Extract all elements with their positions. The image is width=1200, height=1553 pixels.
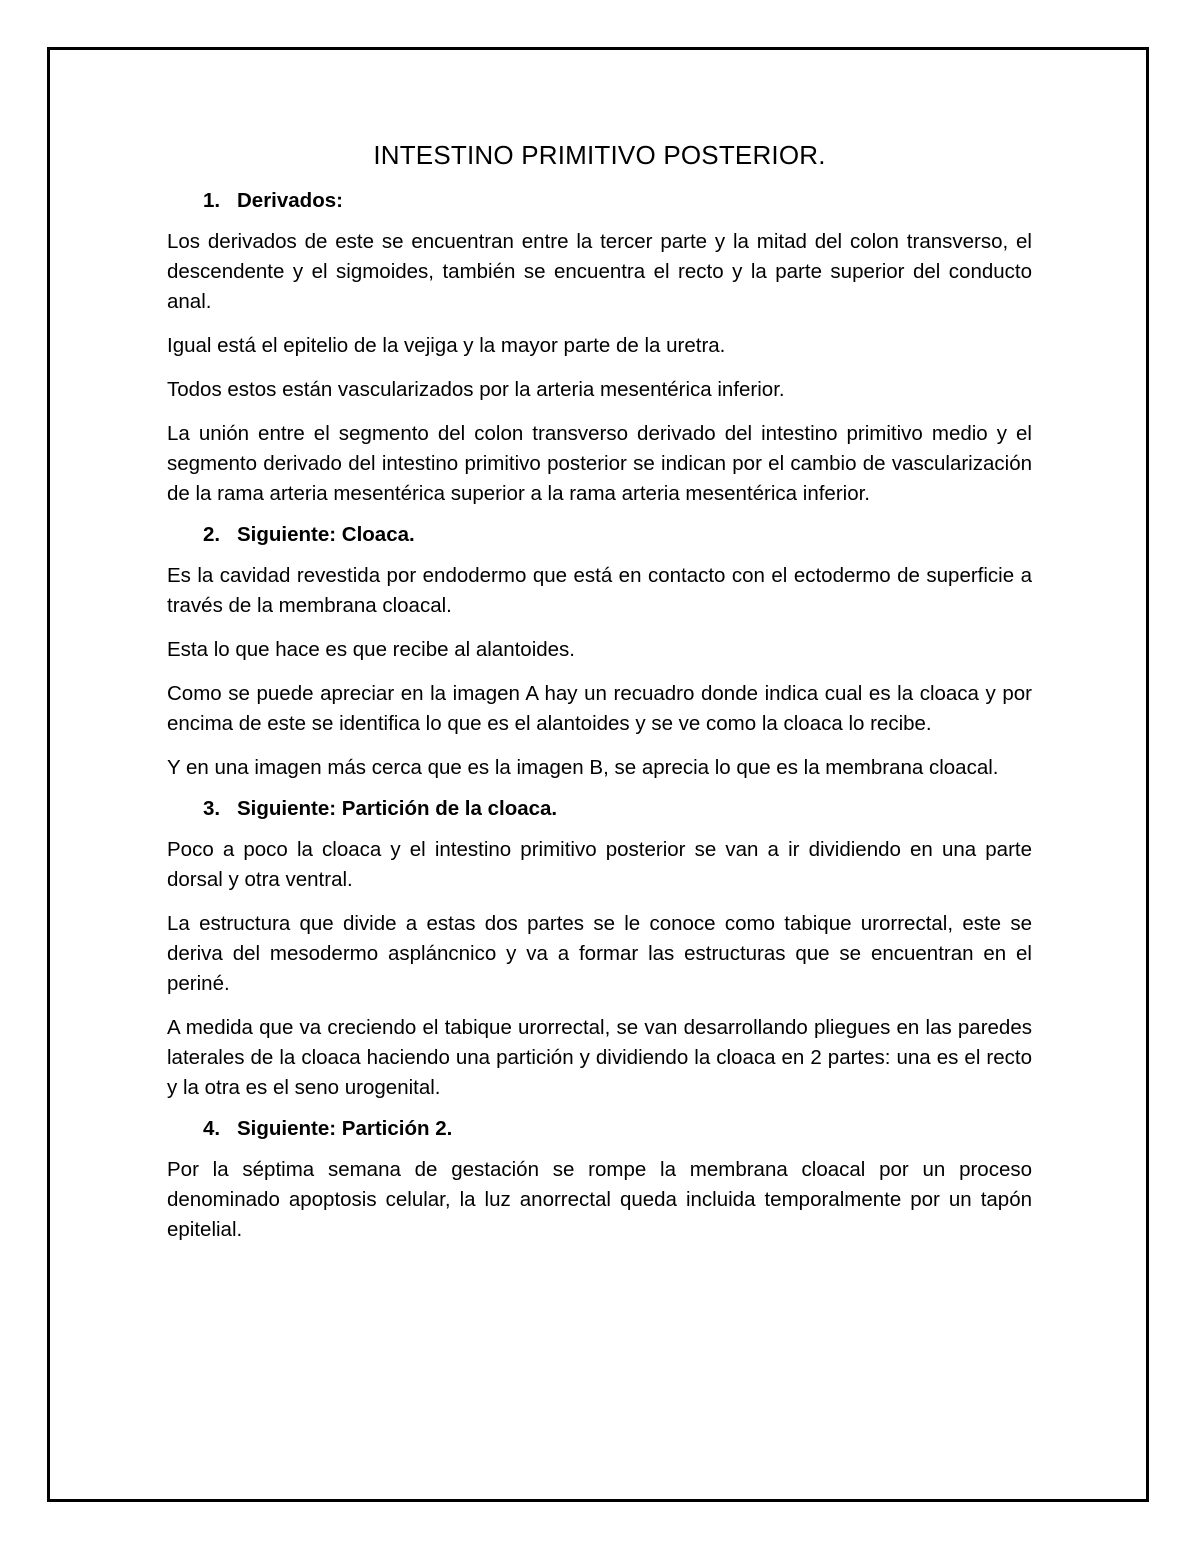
paragraph: Por la séptima semana de gestación se rompe la membrana cloacal por un proceso denominado apoptosis celular, la luz anorrectal queda incluida temporalmente por un tapón epitelial.: [167, 1158, 1032, 1241]
document-body: [167, 140, 1032, 1259]
paragraph: Y en una imagen más cerca que es la imagen B, se aprecia lo que es la membrana cloacal.: [167, 756, 999, 779]
section-number: 3.: [203, 797, 221, 820]
paragraph: Como se puede apreciar en la imagen A hay un recuadro donde indica cual es la cloaca y por encima de este se identifica lo que es el alantoides y se ve como la cloaca lo recibe.: [167, 682, 1032, 735]
paragraph: La unión entre el segmento del colon transverso derivado del intestino primitivo medio y el segmento derivado del intestino primitivo posterior se indican por el cambio de vascularización de la rama arteria mesentérica superior a la rama arteria mesentérica inferior.: [167, 422, 1032, 505]
section-heading-particion-2: [167, 1117, 1032, 1141]
paragraph: Todos estos están vascularizados por la arteria mesentérica inferior.: [167, 378, 785, 401]
section-heading-derivados: [167, 189, 1032, 213]
section-heading-particion-cloaca: [167, 797, 1032, 821]
paragraph: Es la cavidad revestida por endodermo que está en contacto con el ectodermo de superficie a través de la membrana cloacal.: [167, 564, 1032, 617]
section-title: Siguiente: Partición 2.: [237, 1117, 453, 1140]
paragraph: Esta lo que hace es que recibe al alantoides.: [167, 638, 575, 661]
paragraph: A medida que va creciendo el tabique urorrectal, se van desarrollando pliegues en las paredes laterales de la cloaca haciendo una partición y dividiendo la cloaca en 2 partes: una es el recto y la otra es el seno urogenital.: [167, 1016, 1032, 1099]
paragraph: Los derivados de este se encuentran entre la tercer parte y la mitad del colon transverso, el descendente y el sigmoides, también se encuentra el recto y la parte superior del conducto anal.: [167, 230, 1032, 313]
section-title: Siguiente: Partición de la cloaca.: [237, 797, 558, 820]
document-title: INTESTINO PRIMITIVO POSTERIOR.: [373, 140, 826, 170]
paragraph: Igual está el epitelio de la vejiga y la mayor parte de la uretra.: [167, 334, 726, 357]
section-heading-cloaca: [167, 523, 1032, 547]
paragraph: Poco a poco la cloaca y el intestino primitivo posterior se van a ir dividiendo en una parte dorsal y otra ventral.: [167, 838, 1032, 891]
section-title: Derivados:: [237, 189, 343, 212]
section-title: Siguiente: Cloaca.: [237, 523, 415, 546]
section-number: 4.: [203, 1117, 221, 1140]
section-number: 1.: [203, 189, 221, 212]
section-number: 2.: [203, 523, 221, 546]
paragraph: La estructura que divide a estas dos partes se le conoce como tabique urorrectal, este se deriva del mesodermo aspláncnico y va a formar las estructuras que se encuentran en el periné.: [167, 912, 1032, 995]
